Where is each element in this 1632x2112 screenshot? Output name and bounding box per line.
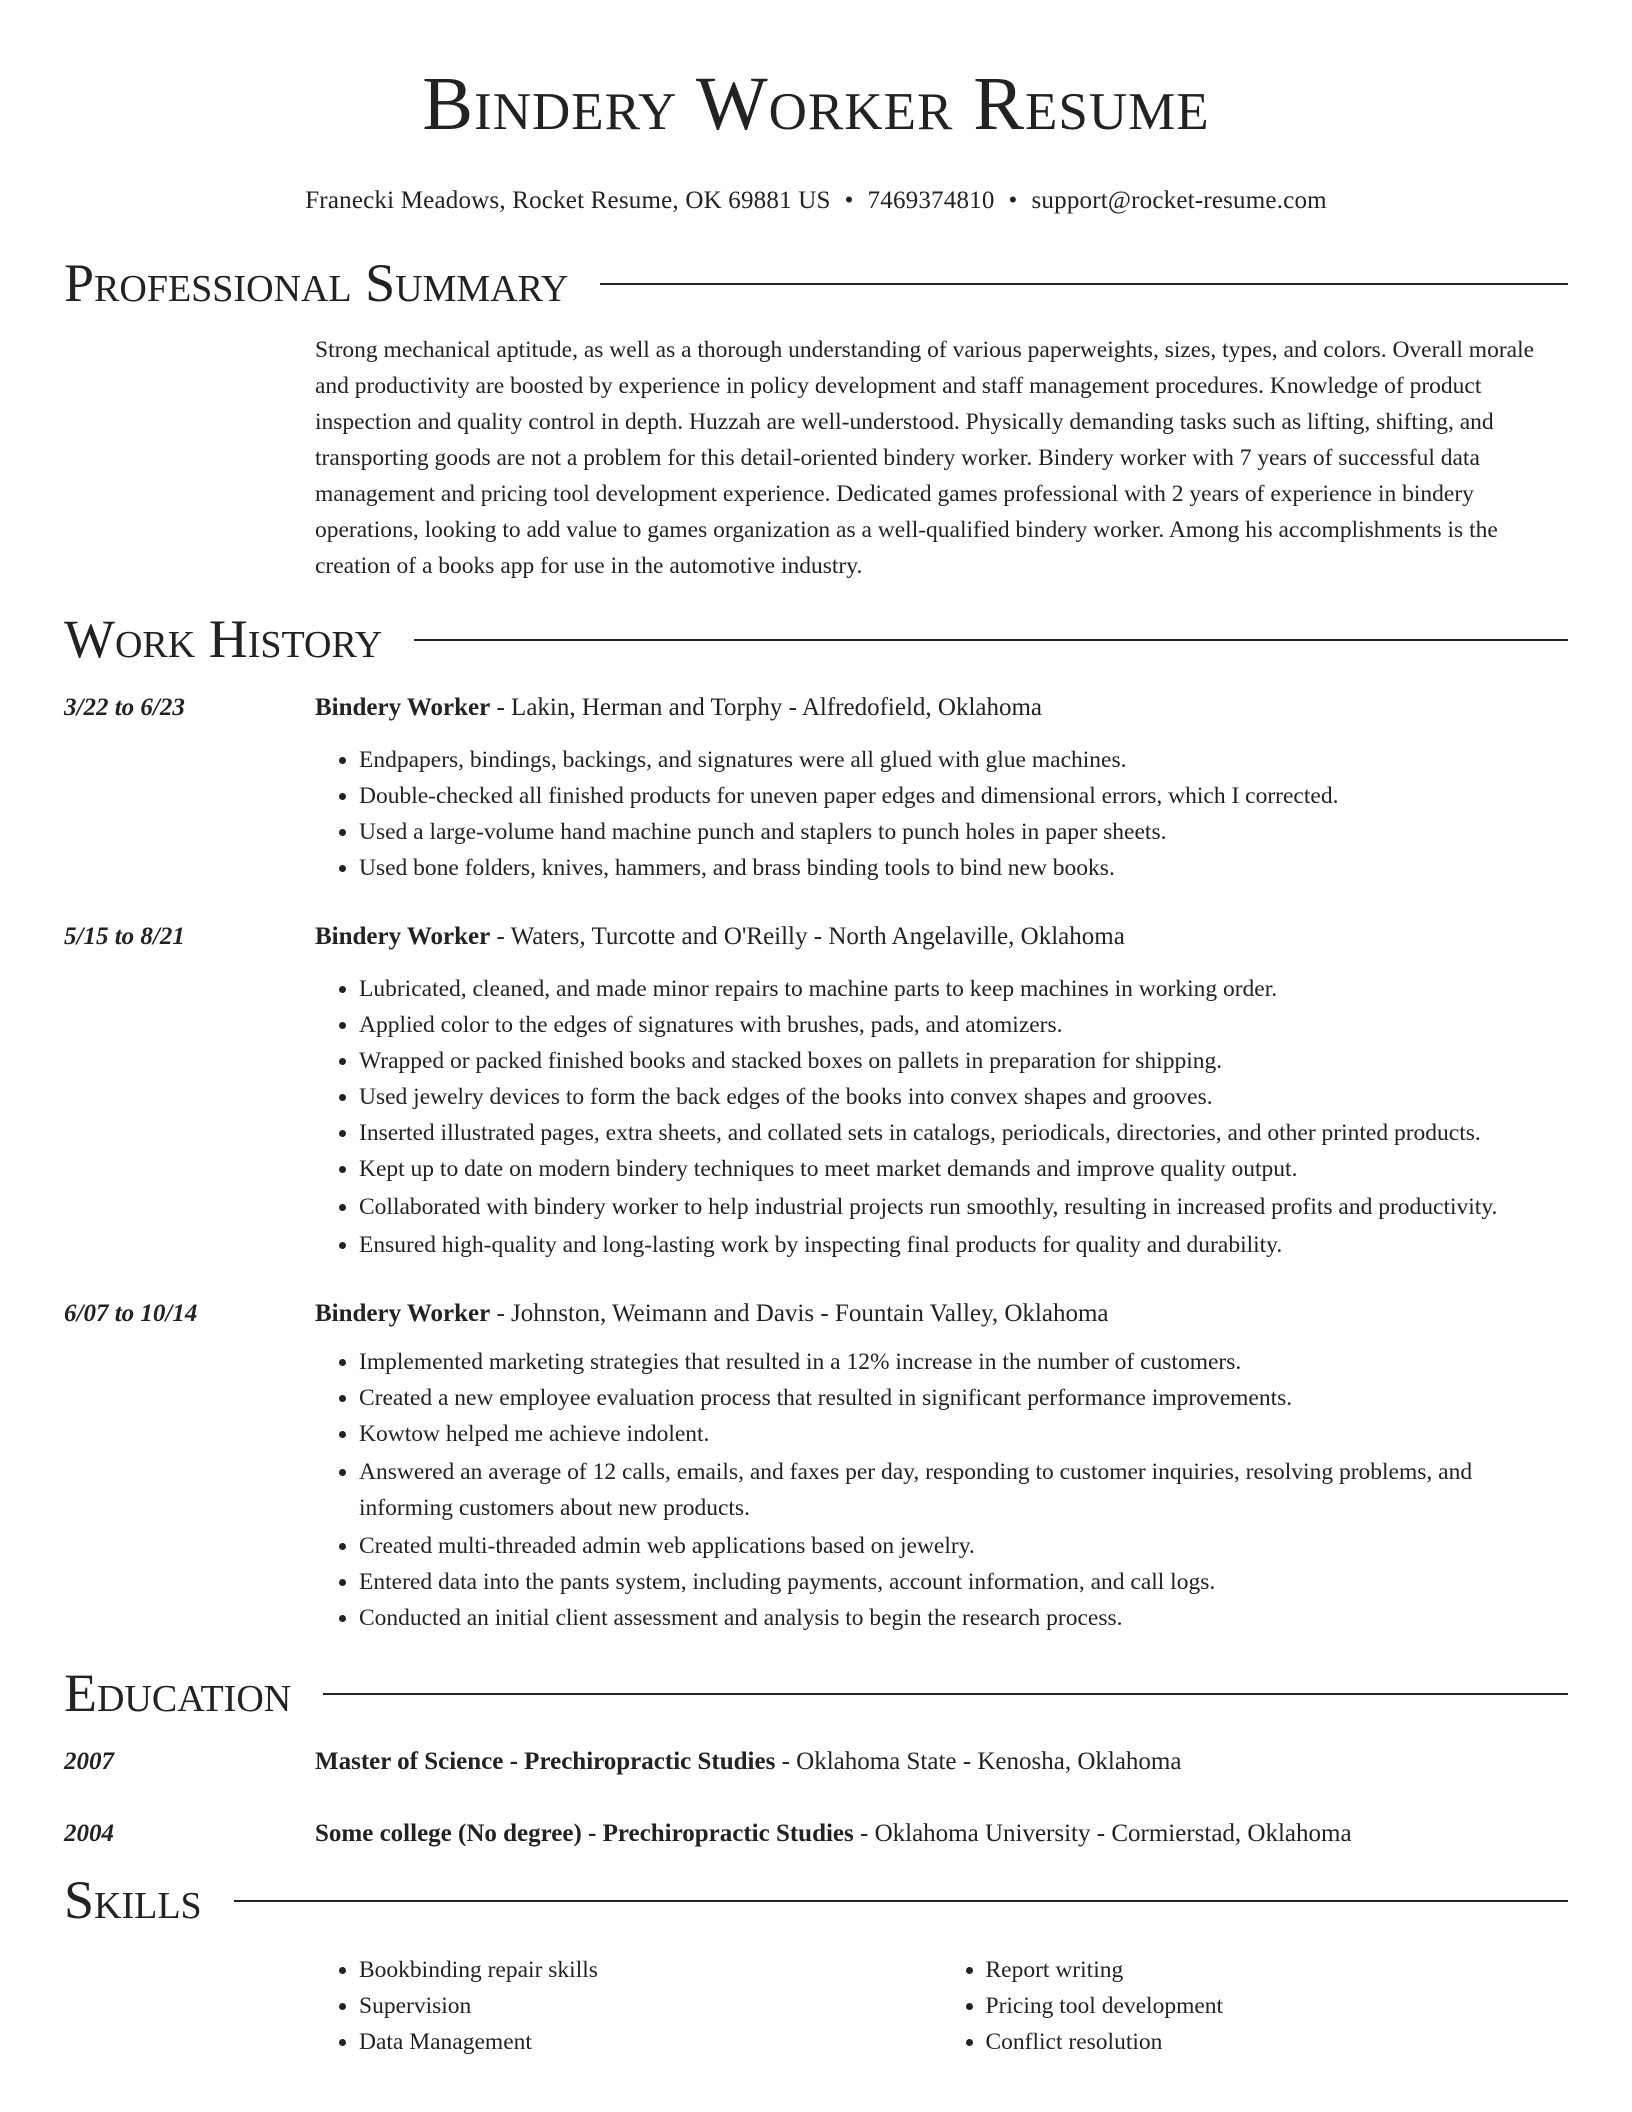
- skill-item: • Data Management: [359, 2024, 942, 2060]
- section-divider: [600, 283, 1568, 285]
- job-details: - Lakin, Herman and Torphy - Alfredofield, Oklahoma: [490, 694, 1043, 721]
- skills-row: [64, 1952, 1568, 2060]
- education-section: [64, 1659, 1568, 1852]
- job-bullet: • Inserted illustrated pages, extra sheets, and collated sets in catalogs, periodicals, directories, and other printed products.: [359, 1115, 1568, 1151]
- job-body: [315, 919, 1568, 1263]
- job-bullet: • Conducted an initial client assessment and analysis to begin the research process.: [359, 1600, 1568, 1636]
- education-details: - Oklahoma University - Cormierstad, Oklahoma: [853, 1820, 1352, 1847]
- summary-text: Strong mechanical aptitude, as well as a thorough understanding of various paperweights, sizes, types, and colors. Overall morale and productivity are boosted by experience in policy development and staff management procedures. Knowledge of product inspection and quality control in depth. Huzzah are well-understood. Physically demanding tasks such as lifting, shifting, and transporting goods are not a problem for this detail-oriented bindery worker. Bindery worker with 7 years of successful data management and pricing tool development experience. Dedicated games professional with 2 years of experience in bindery operations, looking to add value to games organization as a well-qualified bindery worker. Among his accomplishments is the creation of a books app for use in the automotive industry.: [315, 337, 1535, 579]
- contact-separator: •: [1008, 187, 1018, 214]
- job-dates: 6/07 to 10/14: [64, 1300, 198, 1327]
- skills-section: [64, 1866, 1568, 2060]
- work-heading-row: [64, 605, 1568, 673]
- education-line: [315, 1744, 1568, 1780]
- work-section: [64, 605, 1568, 1636]
- education-year: 2004: [64, 1820, 114, 1847]
- job-entry: [64, 919, 1568, 1263]
- job-header: [315, 690, 1568, 726]
- job-bullet: • Created multi-threaded admin web applications based on jewelry.: [359, 1528, 1568, 1564]
- education-line: [315, 1816, 1568, 1852]
- job-body: [315, 690, 1568, 886]
- job-bullet: • Entered data into the pants system, including payments, account information, and call logs.: [359, 1564, 1568, 1600]
- job-bullets: [315, 971, 1568, 1263]
- job-title: Bindery Worker: [315, 923, 491, 950]
- job-bullet: • Used a large-volume hand machine punch and staplers to punch holes in paper sheets.: [359, 814, 1568, 850]
- job-details: - Johnston, Weimann and Davis - Fountain Valley, Oklahoma: [490, 1300, 1109, 1327]
- skill-item: • Bookbinding repair skills: [359, 1952, 942, 1988]
- summary-heading-row: [64, 249, 1568, 317]
- page-title: Bindery Worker Resume: [422, 62, 1210, 146]
- job-bullets: [315, 742, 1568, 886]
- job-entry: [64, 1296, 1568, 1636]
- skills-left-spacer: [64, 1952, 315, 2060]
- address-text: Franecki Meadows, Rocket Resume, OK 69881 US: [305, 187, 831, 214]
- job-bullet: • Kowtow helped me achieve indolent.: [359, 1416, 1568, 1452]
- job-bullets: [315, 1344, 1568, 1636]
- job-body: [315, 1296, 1568, 1636]
- education-year: 2007: [64, 1748, 114, 1775]
- skills-body: [315, 1952, 1568, 2060]
- job-bullet: • Double-checked all finished products for uneven paper edges and dimensional errors, which I corrected.: [359, 778, 1568, 814]
- summary-body: [315, 332, 1568, 584]
- job-header: [315, 1296, 1568, 1332]
- job-dates: 5/15 to 8/21: [64, 923, 185, 950]
- email-link[interactable]: support@rocket-resume.com: [1031, 187, 1327, 214]
- education-degree: Master of Science - Prechiropractic Studies: [315, 1748, 776, 1775]
- job-title: Bindery Worker: [315, 1300, 491, 1327]
- skills-list-left: [315, 1952, 942, 2060]
- skills-heading: Skills: [64, 1870, 202, 1930]
- job-bullet: • Implemented marketing strategies that resulted in a 12% increase in the number of customers.: [359, 1344, 1568, 1380]
- job-bullet: • Answered an average of 12 calls, emails, and faxes per day, responding to customer inquiries, resolving problems, and informing customers about new products.: [359, 1454, 1568, 1526]
- contact-separator: •: [844, 187, 854, 214]
- education-body: [315, 1816, 1568, 1852]
- education-entry: [64, 1816, 1568, 1852]
- section-divider: [323, 1693, 1568, 1695]
- summary-row: [64, 332, 1568, 584]
- job-bullet: • Applied color to the edges of signatures with brushes, pads, and atomizers.: [359, 1007, 1568, 1043]
- job-bullet: • Collaborated with bindery worker to help industrial projects run smoothly, resulting in increased profits and productivity.: [359, 1189, 1568, 1225]
- education-heading-row: [64, 1659, 1568, 1727]
- skills-grid: [315, 1952, 1568, 2060]
- summary-section: [64, 249, 1568, 584]
- job-details: - Waters, Turcotte and O'Reilly - North Angelaville, Oklahoma: [490, 923, 1125, 950]
- job-bullet: • Lubricated, cleaned, and made minor repairs to machine parts to keep machines in working order.: [359, 971, 1568, 1007]
- job-bullet: • Wrapped or packed finished books and stacked boxes on pallets in preparation for shipping.: [359, 1043, 1568, 1079]
- skill-item: • Supervision: [359, 1988, 942, 2024]
- job-dates: 3/22 to 6/23: [64, 694, 185, 721]
- summary-left-spacer: [64, 332, 315, 584]
- job-bullet: • Used bone folders, knives, hammers, and brass binding tools to bind new books.: [359, 850, 1568, 886]
- work-heading: Work History: [64, 609, 383, 669]
- job-bullet: • Ensured high-quality and long-lasting work by inspecting final products for quality and durability.: [359, 1227, 1568, 1263]
- job-title: Bindery Worker: [315, 694, 491, 721]
- contact-line: [64, 184, 1568, 218]
- skills-list-right: [942, 1952, 1569, 2060]
- education-entry: [64, 1744, 1568, 1780]
- phone-text: 7469374810: [867, 187, 995, 214]
- summary-heading: Professional Summary: [64, 253, 569, 313]
- skill-item: • Report writing: [986, 1952, 1569, 1988]
- section-divider: [234, 1900, 1568, 1902]
- skill-item: • Conflict resolution: [986, 2024, 1569, 2060]
- education-heading: Education: [64, 1663, 292, 1723]
- education-details: - Oklahoma State - Kenosha, Oklahoma: [775, 1748, 1182, 1775]
- skills-heading-row: [64, 1866, 1568, 1934]
- education-body: [315, 1744, 1568, 1780]
- job-entry: [64, 690, 1568, 886]
- job-header: [315, 919, 1568, 955]
- job-bullet: • Used jewelry devices to form the back edges of the books into convex shapes and grooves.: [359, 1079, 1568, 1115]
- job-bullet: • Created a new employee evaluation process that resulted in significant performance improvements.: [359, 1380, 1568, 1416]
- section-divider: [414, 639, 1568, 641]
- skill-item: • Pricing tool development: [986, 1988, 1569, 2024]
- job-bullet: • Kept up to date on modern bindery techniques to meet market demands and improve quality output.: [359, 1151, 1568, 1187]
- job-bullet: • Endpapers, bindings, backings, and signatures were all glued with glue machines.: [359, 742, 1568, 778]
- education-degree: Some college (No degree) - Prechiropractic Studies: [315, 1820, 854, 1847]
